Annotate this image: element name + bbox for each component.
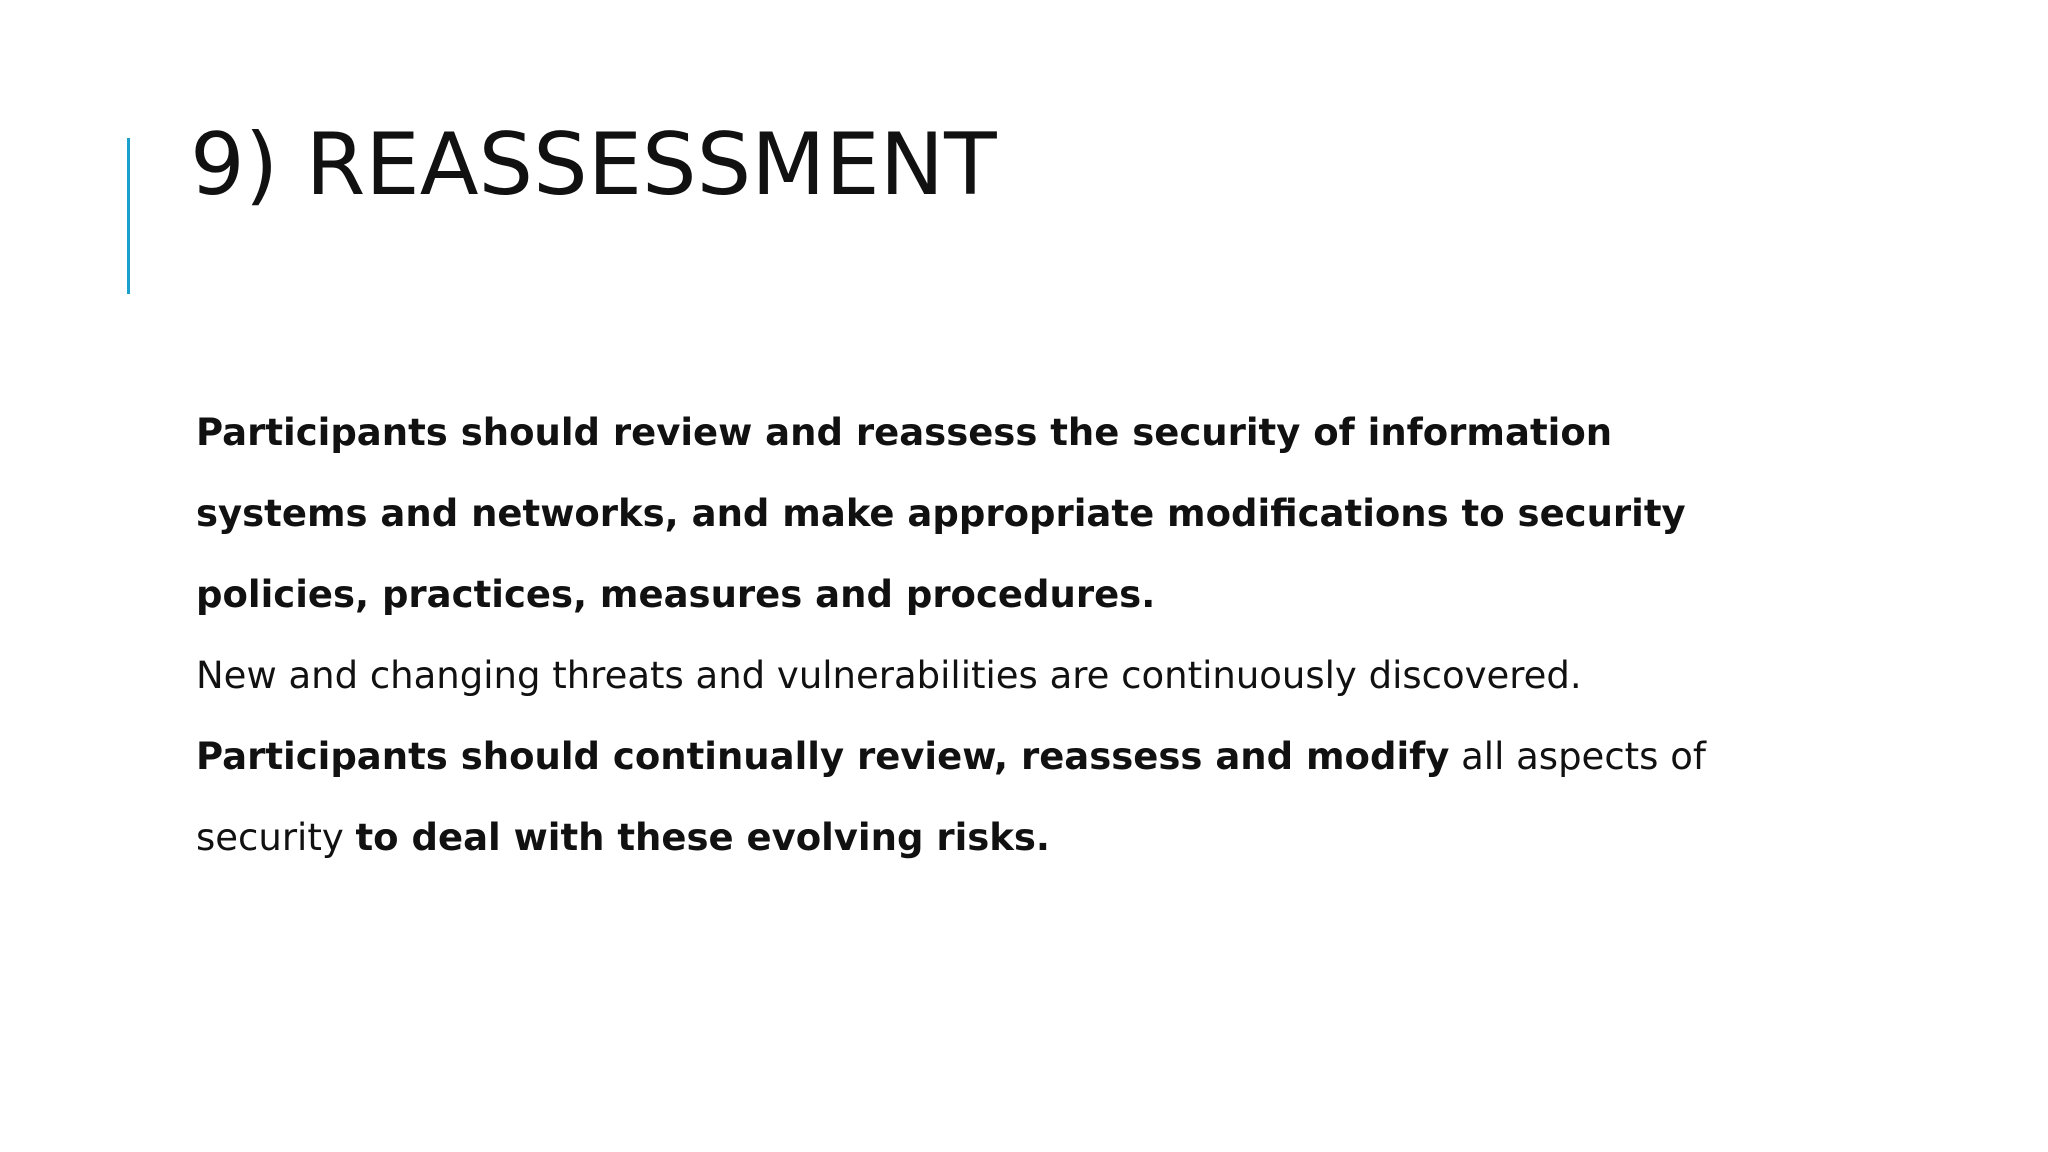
slide-title: 9) REASSESSMENT — [190, 115, 997, 215]
slide-body — [196, 392, 1756, 878]
paragraph-continual-review — [196, 716, 1756, 878]
paragraph-3-regular: all aspects of security — [196, 735, 1706, 859]
paragraph-3-bold-tail: to deal with these evolving risks. — [355, 816, 1050, 859]
paragraph-threats: New and changing threats and vulnerabilities are continuously discovered. — [196, 654, 1582, 697]
paragraph-3-bold-lead: Participants should continually review, reassess and modify — [196, 735, 1450, 778]
title-accent-bar — [127, 138, 130, 294]
paragraph-principle: Participants should review and reassess the security of information systems and networks, and make appropriate modifications to security policies, practices, measures and procedures. — [196, 411, 1686, 616]
